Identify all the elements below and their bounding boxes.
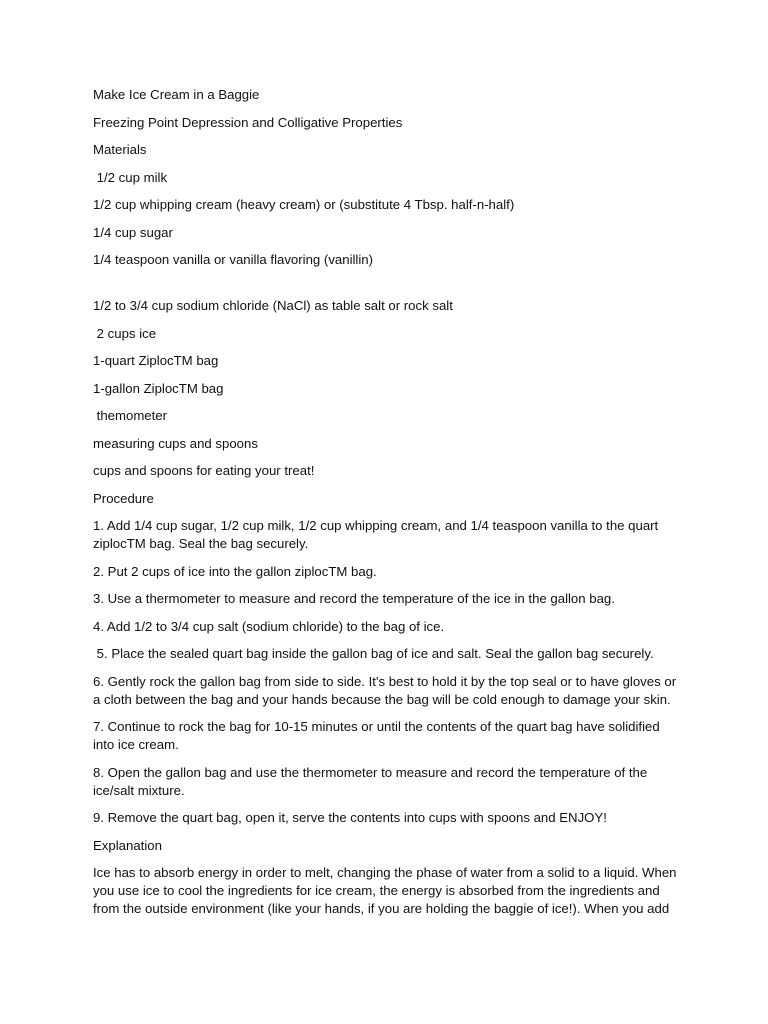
- procedure-heading: Procedure: [93, 490, 154, 506]
- material-item-measuring: measuring cups and spoons: [93, 435, 258, 451]
- material-item-eating-utensils: cups and spoons for eating your treat!: [93, 463, 315, 478]
- material-item-sugar: 1/4 cup sugar: [93, 224, 173, 240]
- material-item-salt: 1/2 to 3/4 cup sodium chloride (NaCl) as table salt or rock salt: [93, 298, 453, 313]
- procedure-step-8: 8. Open the gallon bag and use the thermometer to measure and record the temperature of the ice/salt mixture.: [93, 764, 651, 798]
- materials-heading: Materials: [93, 142, 147, 157]
- material-item-quart-bag: 1-quart ZiplocTM bag: [93, 353, 219, 368]
- material-item-vanilla: 1/4 teaspoon vanilla or vanilla flavoring (vanillin): [93, 252, 374, 267]
- procedure-step-7: 7. Continue to rock the bag for 10-15 minutes or until the contents of the quart bag have solidified into ice cream.: [93, 719, 664, 752]
- procedure-step-5: 5. Place the sealed quart bag inside the gallon bag of ice and salt. Seal the gallon bag securely.: [93, 646, 654, 661]
- procedure-step-3: 3. Use a thermometer to measure and record the temperature of the ice in the gallon bag.: [93, 591, 615, 606]
- explanation-heading: Explanation: [93, 837, 162, 853]
- material-item-thermometer: themometer: [93, 408, 168, 423]
- procedure-step-4: 4. Add 1/2 to 3/4 cup salt (sodium chloride) to the bag of ice.: [93, 618, 445, 634]
- document-title: Make Ice Cream in a Baggie: [93, 87, 260, 102]
- material-item-gallon-bag: 1-gallon ZiplocTM bag: [93, 380, 224, 396]
- procedure-step-9: 9. Remove the quart bag, open it, serve the contents into cups with spoons and ENJOY!: [93, 810, 607, 825]
- document-page: [93, 86, 683, 928]
- material-item-milk: 1/2 cup milk: [93, 169, 168, 185]
- explanation-paragraph: Ice has to absorb energy in order to melt, changing the phase of water from a solid to a liquid. When you use ice to cool the ingredients for ice cream, the energy is absorbed from the ingredients and from the outside environment (like your hands, if you are holding the baggie of ice!). When you add: [93, 865, 681, 916]
- document-subtitle: Freezing Point Depression and Colligative Properties: [93, 114, 403, 130]
- procedure-step-2: 2. Put 2 cups of ice into the gallon ziplocTM bag.: [93, 563, 377, 579]
- material-item-ice: 2 cups ice: [93, 325, 157, 341]
- procedure-step-6: 6. Gently rock the gallon bag from side to side. It's best to hold it by the top seal or to have gloves or a cloth between the bag and your hands because the bag will be cold enough to damage your skin.: [93, 673, 680, 707]
- procedure-step-1: 1. Add 1/4 cup sugar, 1/2 cup milk, 1/2 cup whipping cream, and 1/4 teaspoon vanilla to the quart ziplocTM bag. Seal the bag securely.: [93, 518, 662, 551]
- material-item-cream: 1/2 cup whipping cream (heavy cream) or (substitute 4 Tbsp. half-n-half): [93, 197, 515, 212]
